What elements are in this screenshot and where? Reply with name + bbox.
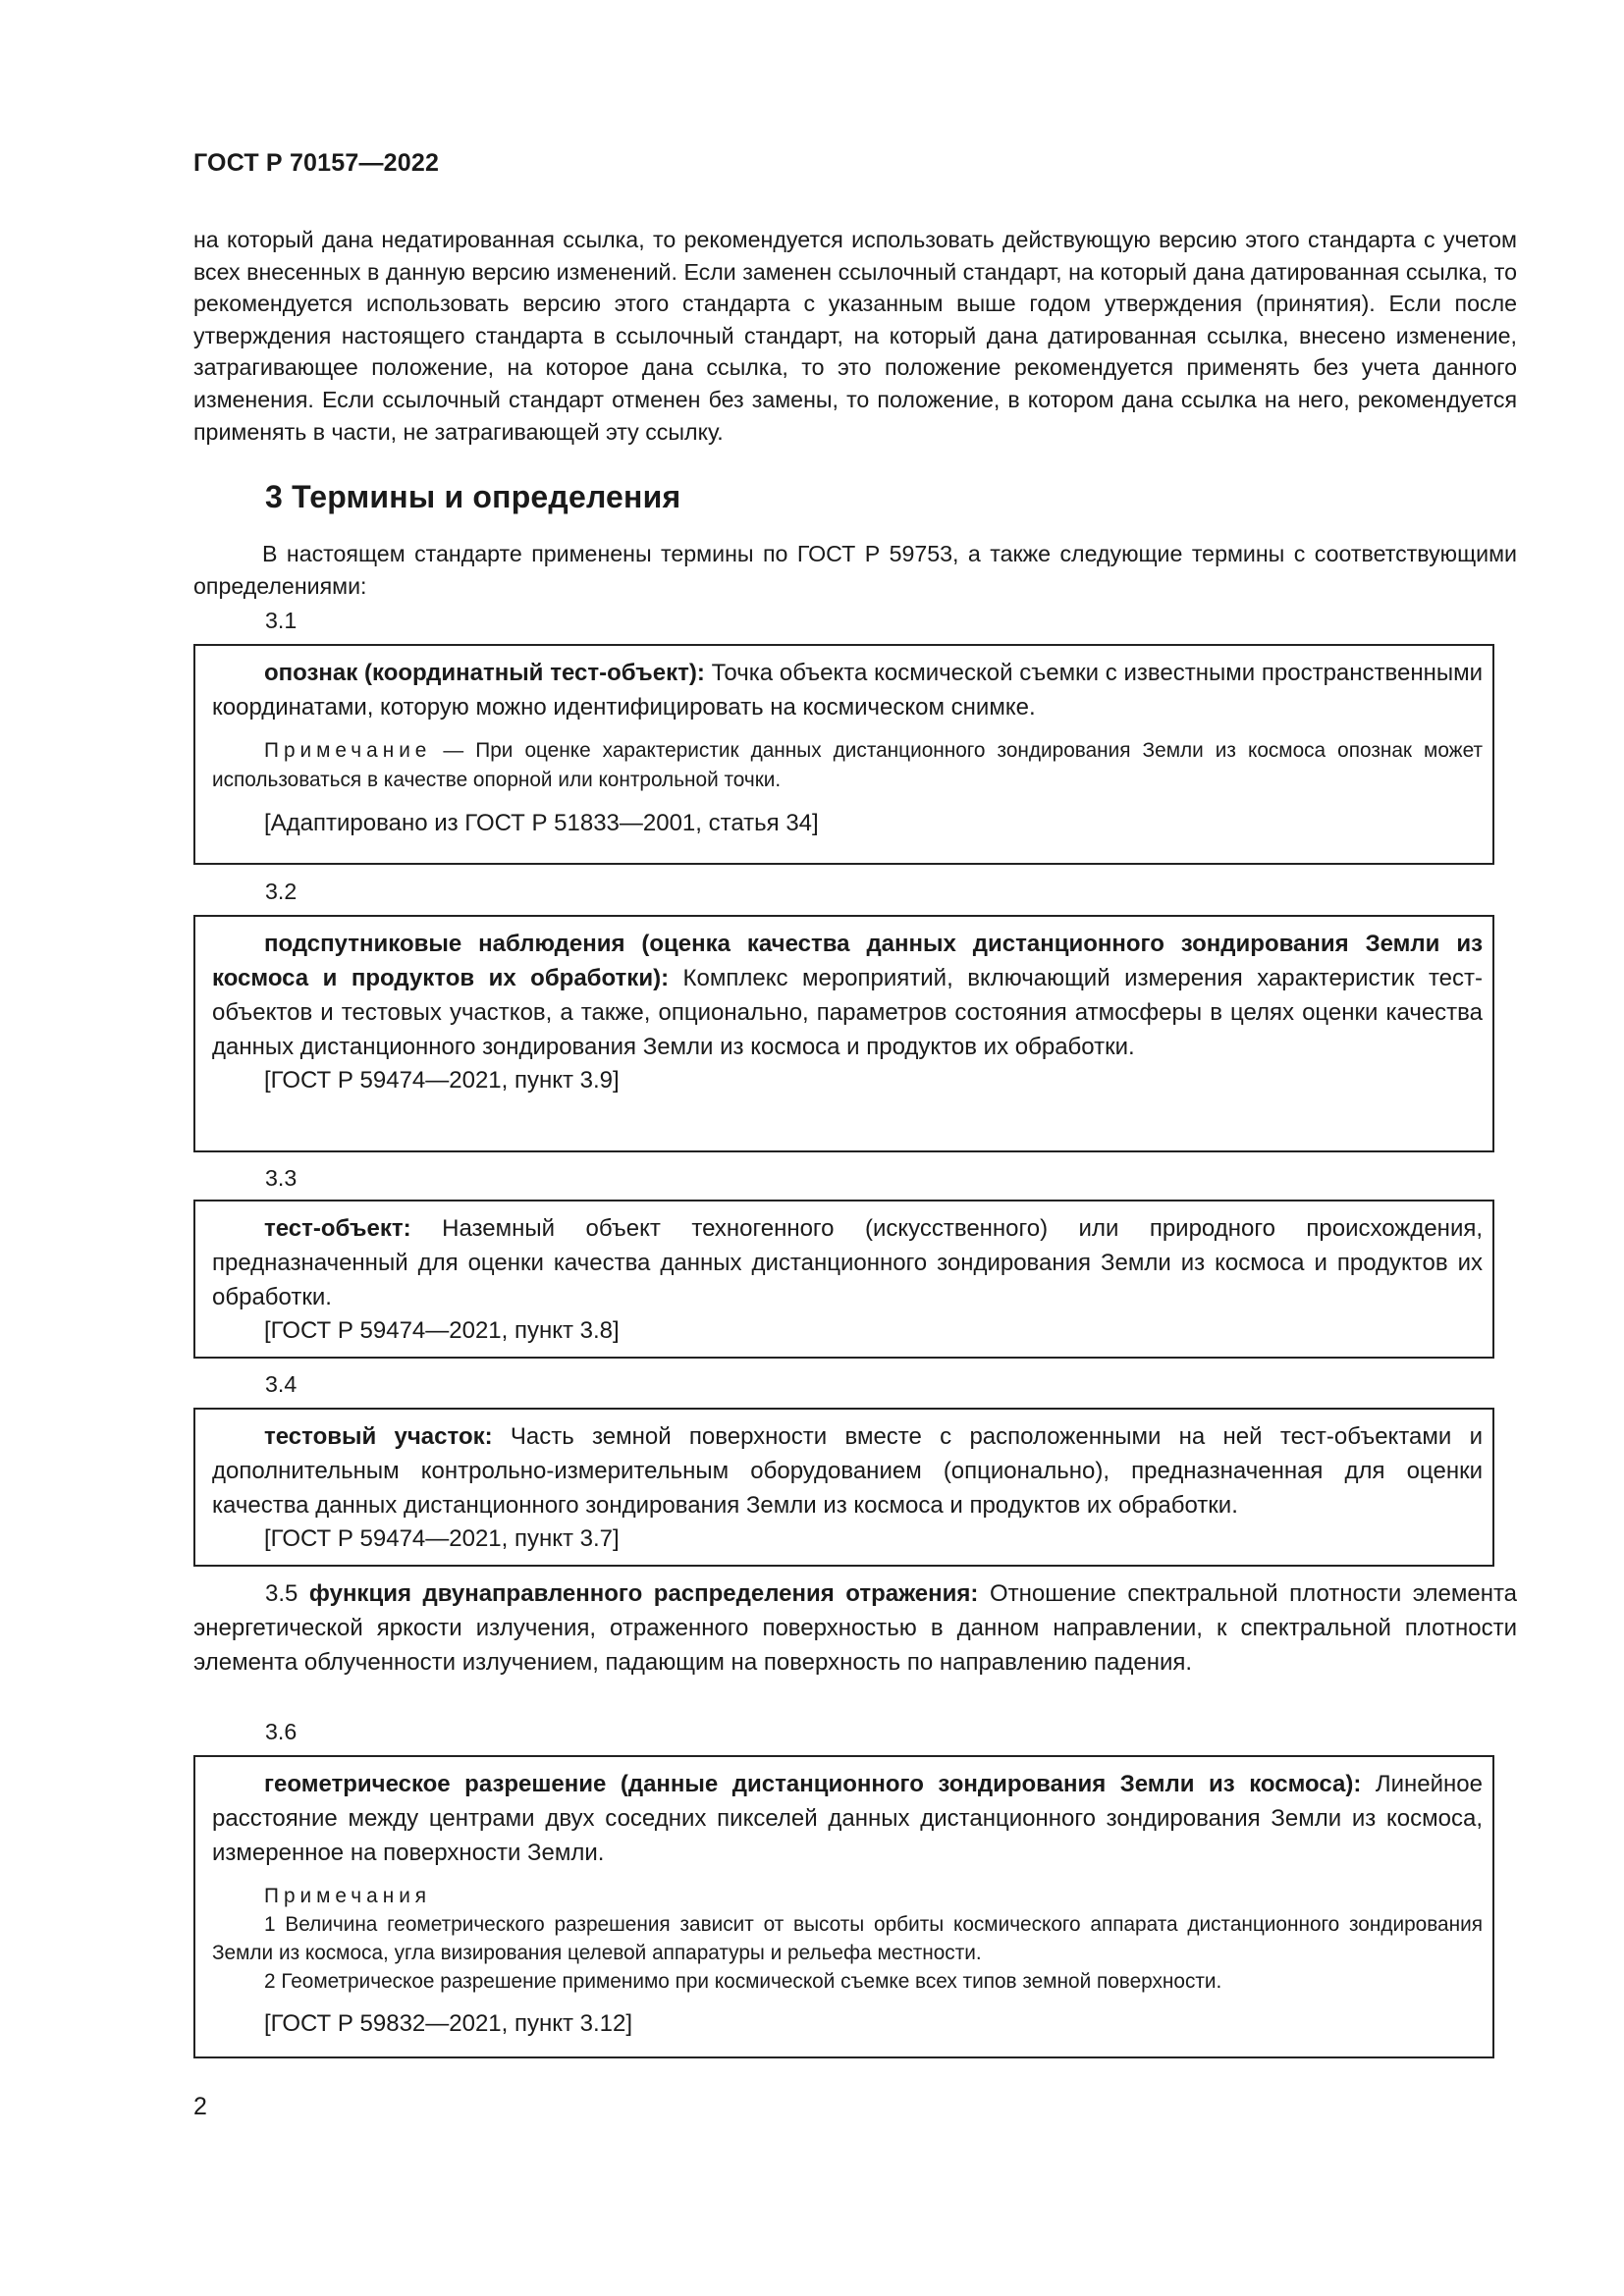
section-title: 3 Термины и определения: [265, 479, 681, 514]
term-name: тестовый участок:: [264, 1423, 493, 1450]
term-definition-text: Точка объекта космической съемки с известными пространственными координатами, которую можно идентифицировать на космическом снимке.: [212, 660, 1484, 721]
term-note: [212, 736, 1483, 795]
term-definition: [212, 656, 1483, 724]
term-number-3-4: 3.4: [265, 1371, 298, 1397]
term-source: [ГОСТ Р 59474—2021, пункт 3.9]: [264, 1067, 620, 1094]
term-definition-text: Часть земной поверхности вместе с расположенными на ней тест-объектами и дополнительным контрольно-измерительным оборудованием (опционально), предназначенная для оценки качества данных дистанционного зондирования Земли из космоса и продуктов их обработки.: [212, 1423, 1483, 1519]
term-source: [ГОСТ Р 59474—2021, пункт 3.7]: [264, 1525, 620, 1552]
term-definition-text: Отношение спектральной плотности элемента энергетической яркости излучения, отраженного поверхностью в данном направлении, к спектральной плотности элемента облученности излучением, падающим на поверхность по направлению падения.: [193, 1580, 1518, 1676]
term-number-3-3: 3.3: [265, 1165, 298, 1191]
term-box-3-1: [193, 644, 1494, 865]
note-text: — При оценке характеристик данных дистанционного зондирования Земли из космоса опознак может использоваться в качестве опорной или контрольной точки.: [212, 739, 1483, 791]
term-definition: [212, 1767, 1483, 1870]
note-item-1: 1 Величина геометрического разрешения зависит от высоты орбиты космического аппарата дистанционного зондирования Земли из космоса, угла визирования целевой аппаратуры и рельефа местности.: [212, 1913, 1483, 1964]
term-number-3-1: 3.1: [265, 608, 298, 633]
intro-paragraph: на который дана недатированная ссылка, то рекомендуется использовать действующую версию этого стандарта с учетом всех внесенных в данную версию изменений. Если заменен ссылочный стандарт, на который дана датированная ссылка, то рекомендуется использовать версию этого стандарта с указанным выше годом утверждения (принятия). Если после утверждения настоящего стандарта в ссылочный стандарт, на который дана датированная ссылка, внесено изменение, затрагивающее положение, на которое дана ссылка, то это положение рекомендуется применять без учета данного изменения. Если ссылочный стандарт отменен без замены, то положение, в котором дана ссылка на него, рекомендуется применять в части, не затрагивающей эту ссылку.: [193, 227, 1517, 445]
term-source: [ГОСТ Р 59474—2021, пункт 3.8]: [264, 1317, 620, 1344]
term-source: [ГОСТ Р 59832—2021, пункт 3.12]: [264, 2010, 633, 2037]
term-number-3-5: 3.5: [265, 1580, 298, 1607]
term-3-5: [193, 1576, 1517, 1680]
section-intro: В настоящем стандарте применены термины по ГОСТ Р 59753, а также следующие термины с соответствующими определениями:: [193, 541, 1517, 599]
term-name: опознак (координатный тест-объект):: [264, 660, 705, 686]
term-definition: [212, 1211, 1483, 1314]
term-definition: [212, 927, 1483, 1064]
term-definition-text: Комплекс мероприятий, включающий измерения характеристик тест-объектов и тестовых участков, а также, опционально, параметров состояния атмосферы в целях оценки качества данных дистанционного зондирования Земли из космоса и продуктов их обработки.: [212, 965, 1483, 1060]
term-number-3-6: 3.6: [265, 1719, 298, 1744]
note-item-2: 2 Геометрическое разрешение применимо при космической съемке всех типов земной поверхности.: [264, 1970, 1222, 1993]
term-definition-text: Наземный объект техногенного (искусственного) или природного происхождения, предназначенный для оценки качества данных дистанционного зондирования Земли из космоса и продуктов их обработки.: [212, 1215, 1484, 1310]
term-box-3-6: [193, 1755, 1494, 2058]
term-name: геометрическое разрешение (данные дистанционного зондирования Земли из космоса):: [264, 1771, 1362, 1797]
note-label: Примечание: [264, 739, 432, 762]
term-number-3-2: 3.2: [265, 879, 298, 904]
term-definition: [212, 1419, 1483, 1522]
notes-heading: Примечания: [264, 1885, 432, 1907]
term-definition-text: Линейное расстояние между центрами двух соседних пикселей данных дистанционного зондирования Земли из космоса, измеренное на поверхности Земли.: [212, 1771, 1483, 1866]
term-name: функция двунаправленного распределения отражения:: [308, 1580, 979, 1607]
term-name: подспутниковые наблюдения (оценка качества данных дистанционного зондирования Земли из космоса и продуктов их обработки):: [212, 931, 1483, 991]
term-box-3-3: [193, 1200, 1494, 1359]
term-box-3-4: [193, 1408, 1494, 1567]
term-source: [Адаптировано из ГОСТ Р 51833—2001, статья 34]: [264, 810, 819, 836]
page-number: 2: [193, 2093, 207, 2120]
document-code-header: ГОСТ Р 70157—2022: [193, 149, 440, 177]
term-name: тест-объект:: [264, 1215, 411, 1242]
term-box-3-2: [193, 915, 1494, 1152]
